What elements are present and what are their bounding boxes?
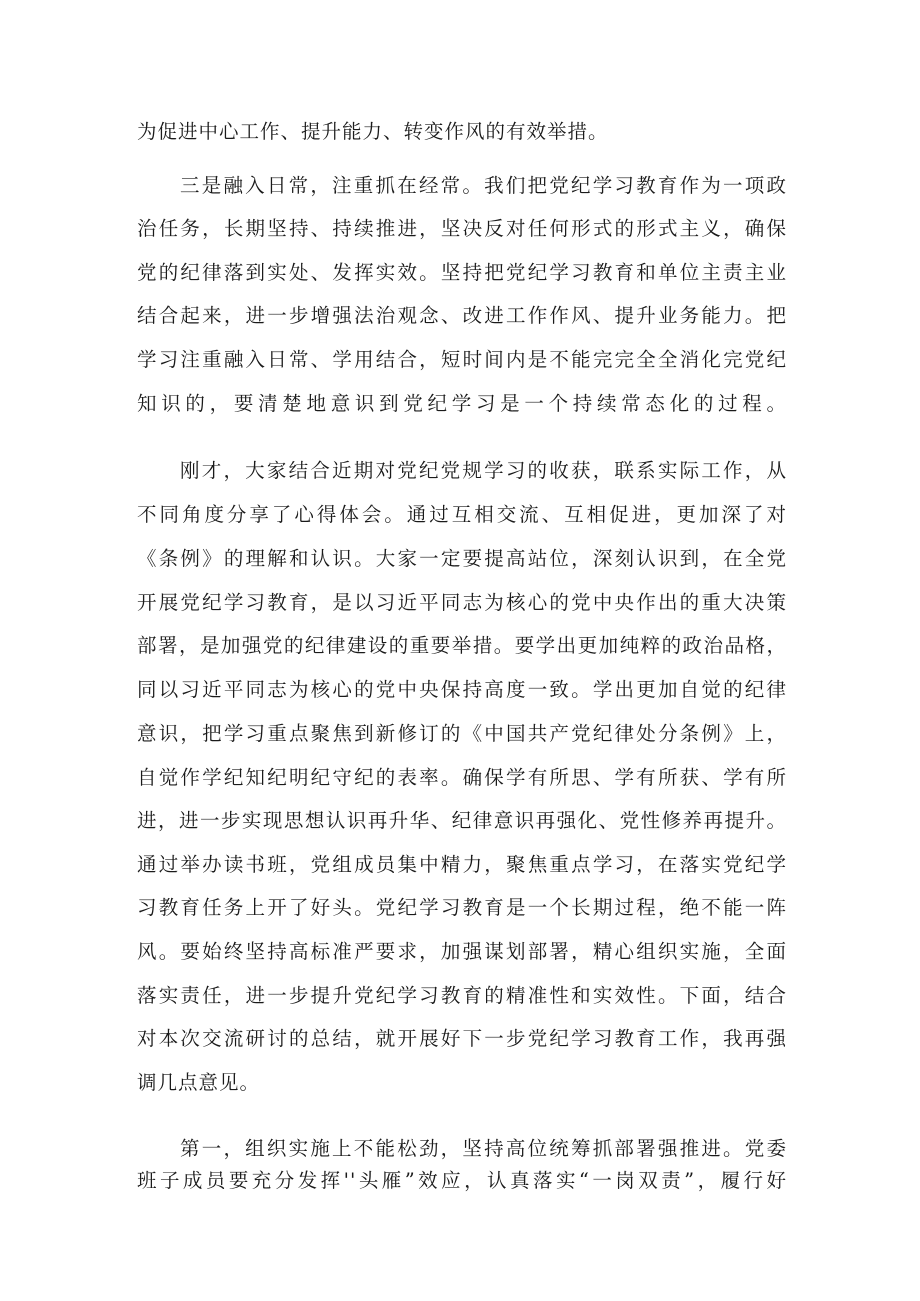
text-line: 开展党纪学习教育，是以习近平同志为核心的党中央作出的重大决策 <box>137 591 787 614</box>
text-line: 习教育任务上开了好头。党纪学习教育是一个长期过程，绝不能一阵 <box>137 896 787 919</box>
text-line: 班子成员要充分发挥''头雁”效应，认真落实“一岗双责”，履行好 <box>137 1169 787 1192</box>
text-line: 不同角度分享了心得体会。通过互相交流、互相促进，更加深了对 <box>137 503 787 526</box>
text-line: 同以习近平同志为核心的党中央保持高度一致。学出更加自觉的纪律 <box>137 678 787 701</box>
text-line: 学习注重融入日常、学用结合，短时间内是不能完完全全消化完党纪 <box>137 348 787 371</box>
text-line: 治任务，长期坚持、持续推进，坚决反对任何形式的形式主义，确保 <box>137 217 787 240</box>
text-line: 自觉作学纪知纪明纪守纪的表率。确保学有所思、学有所获、学有所 <box>137 766 787 789</box>
paragraph-first-line: 刚才，大家结合近期对党纪党规学习的收获，联系实际工作，从 <box>180 459 787 482</box>
text-line: 进，进一步实现思想认识再升华、纪律意识再强化、党性修养再提升。 <box>137 809 787 832</box>
text-line: 落实责任，进一步提升党纪学习教育的精准性和实效性。下面，结合 <box>137 984 787 1007</box>
paragraph-first-line: 三是融入日常，注重抓在经常。我们把党纪学习教育作为一项政 <box>180 174 787 197</box>
text-line: 结合起来，进一步增强法治观念、改进工作作风、提升业务能力。把 <box>137 304 787 327</box>
text-line: 调几点意见。 <box>137 1071 261 1094</box>
text-line: 党的纪律落到实处、发挥实效。坚持把党纪学习教育和单位主责主业 <box>137 261 787 284</box>
paragraph-first-line: 第一，组织实施上不能松劲，坚持高位统筹抓部署强推进。党委 <box>180 1137 787 1160</box>
text-line: 《条例》的理解和认识。大家一定要提高站位，深刻认识到，在全党 <box>137 547 787 570</box>
text-line: 为促进中心工作、提升能力、转变作风的有效举措。 <box>137 120 609 143</box>
text-line: 意识，把学习重点聚焦到新修订的《中国共产党纪律处分条例》上， <box>137 722 787 745</box>
text-line: 对本次交流研讨的总结，就开展好下一步党纪学习教育工作，我再强 <box>137 1027 787 1050</box>
text-line: 通过举办读书班，党组成员集中精力，聚焦重点学习，在落实党纪学 <box>137 853 787 876</box>
text-line: 部署，是加强党的纪律建设的重要举措。要学出更加纯粹的政治品格， <box>137 634 787 657</box>
text-line: 知识的，要清楚地意识到党纪学习是一个持续常态化的过程。 <box>137 392 787 415</box>
text-line: 风。要始终坚持高标准严要求，加强谋划部署，精心组织实施，全面 <box>137 940 787 963</box>
